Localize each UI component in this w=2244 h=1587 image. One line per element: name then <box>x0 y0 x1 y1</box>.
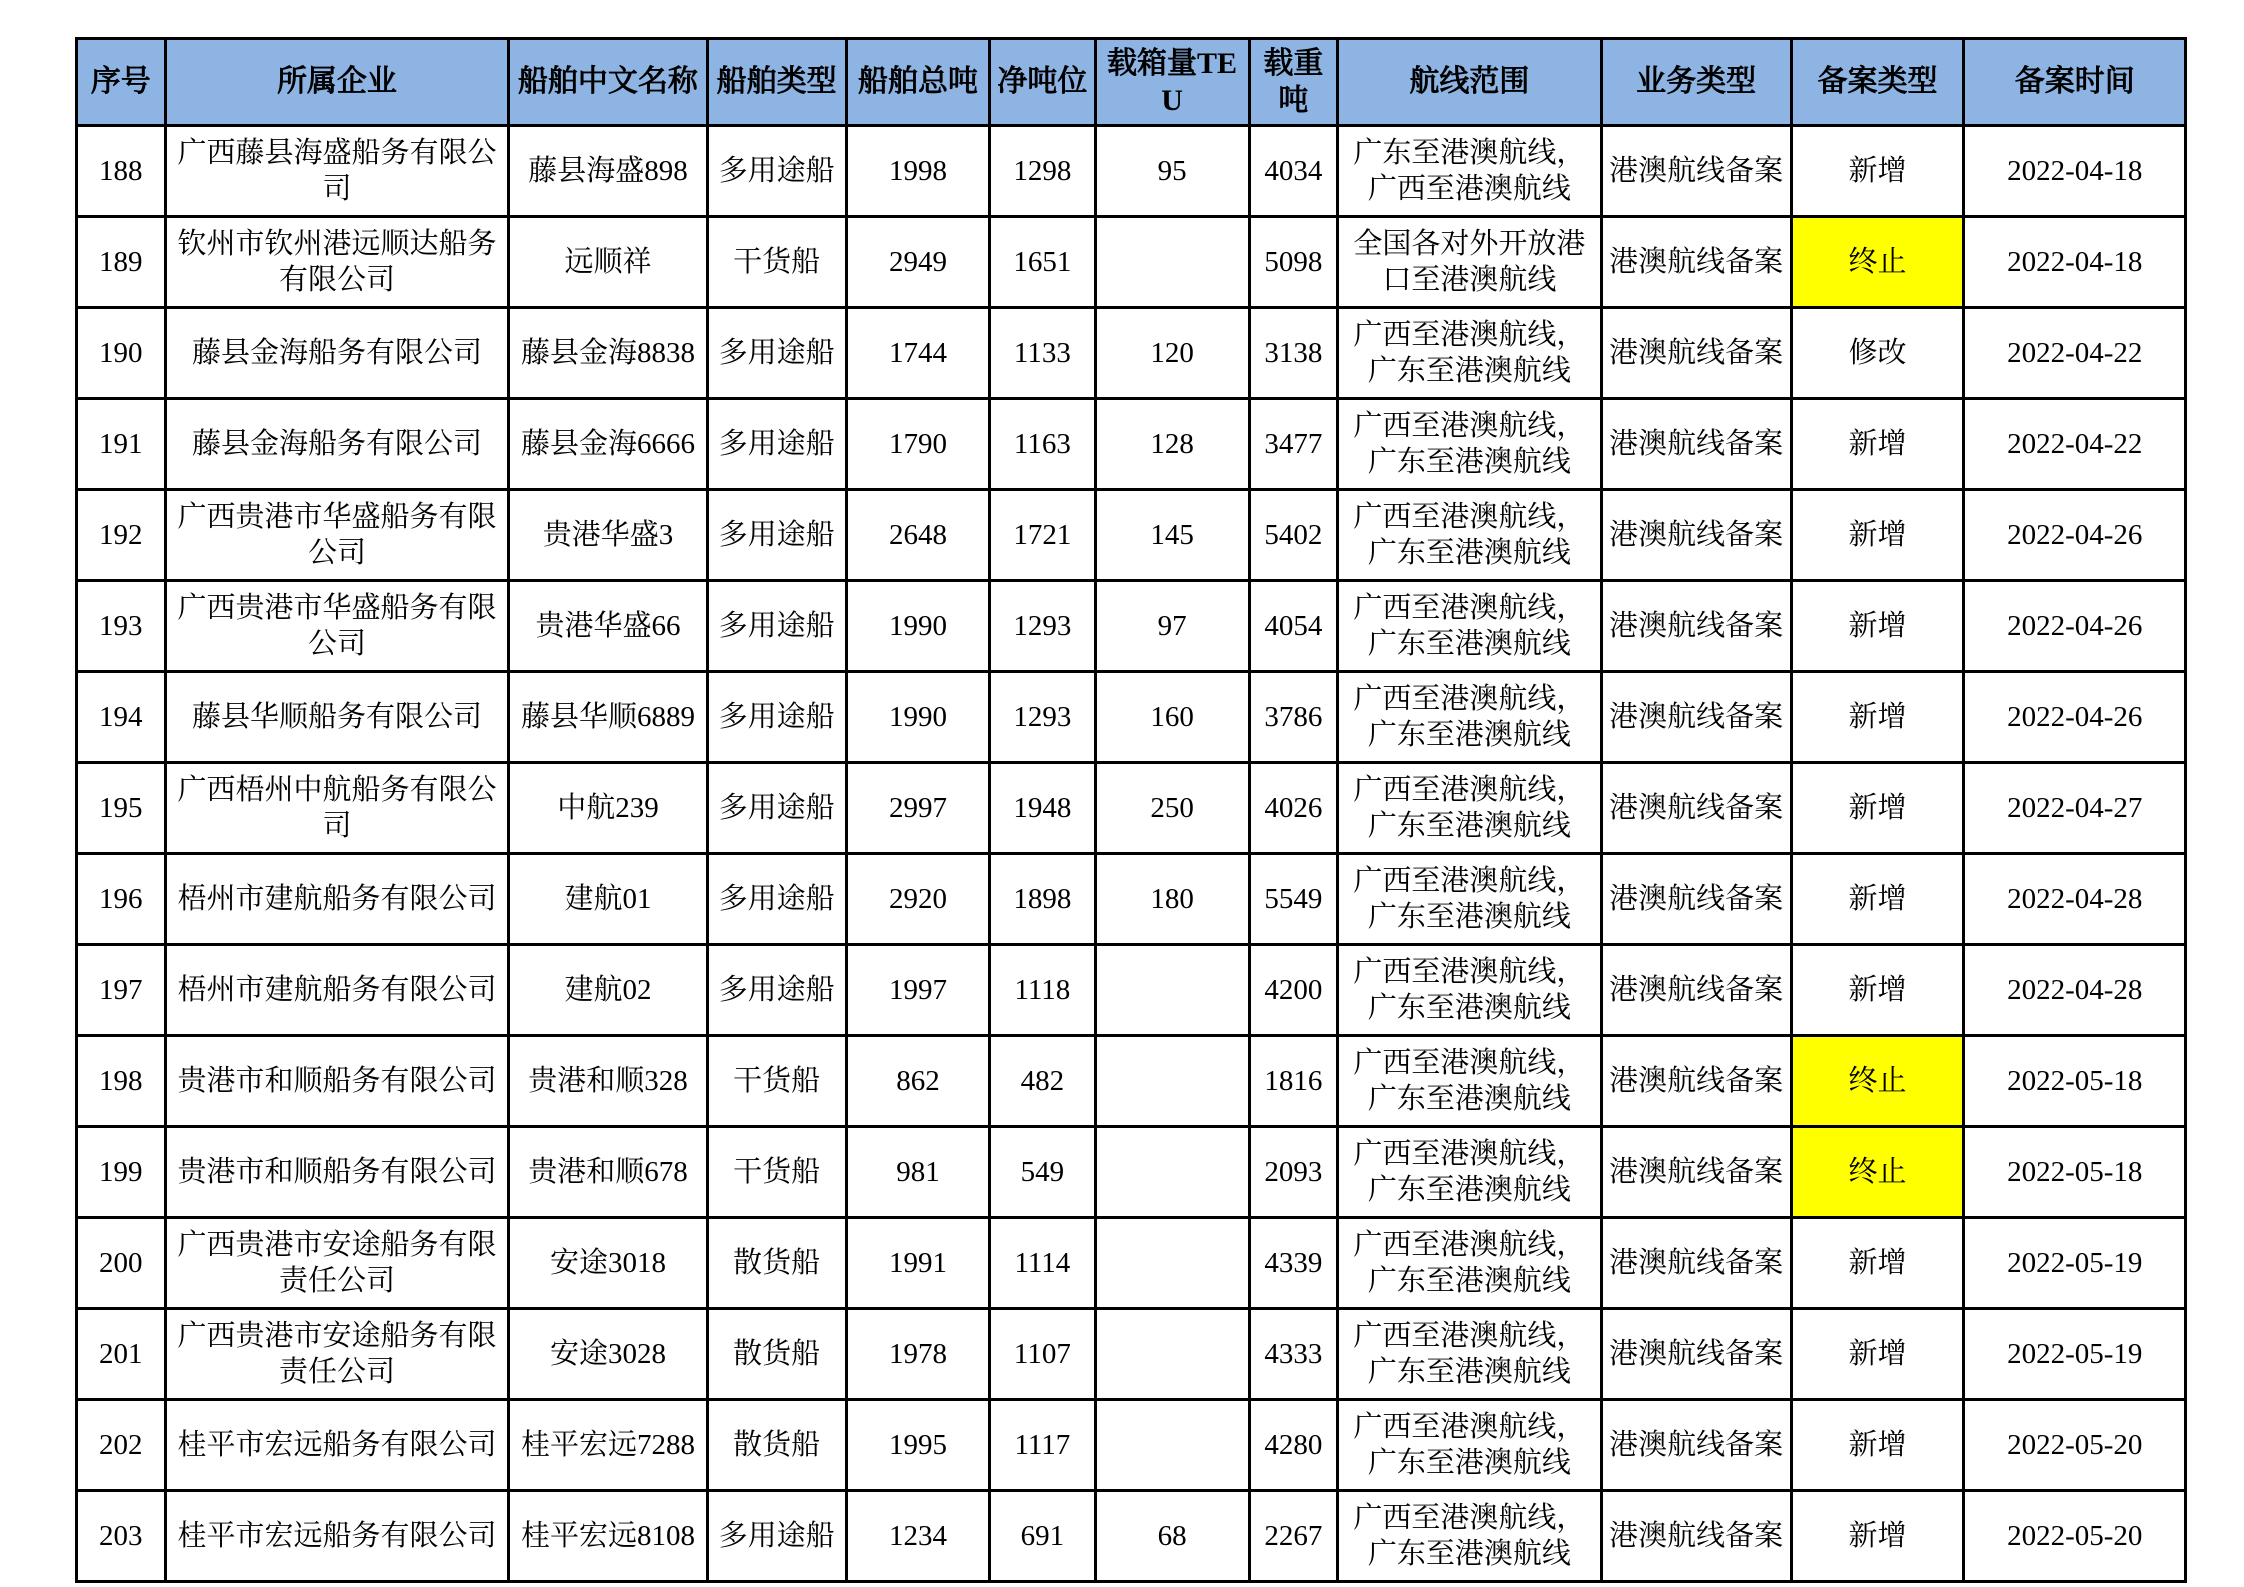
cell-filing_date: 2022-04-22 <box>1964 399 2186 490</box>
cell-business_type: 港澳航线备案 <box>1601 763 1791 854</box>
cell-ship_name: 建航01 <box>509 854 707 945</box>
cell-seq: 197 <box>77 945 166 1036</box>
cell-route: 广西至港澳航线，广东至港澳航线 <box>1338 854 1602 945</box>
cell-route: 广西至港澳航线，广东至港澳航线 <box>1338 1036 1602 1127</box>
cell-route: 广西至港澳航线，广东至港澳航线 <box>1338 308 1602 399</box>
cell-ship_name: 安途3028 <box>509 1309 707 1400</box>
cell-deadweight: 2267 <box>1249 1491 1338 1582</box>
cell-filing_type: 新增 <box>1791 763 1964 854</box>
cell-teu <box>1095 1127 1249 1218</box>
cell-company: 藤县华顺船务有限公司 <box>165 672 509 763</box>
cell-ship_type: 多用途船 <box>707 672 846 763</box>
cell-filing_type: 新增 <box>1791 854 1964 945</box>
cell-company: 广西梧州中航船务有限公司 <box>165 763 509 854</box>
cell-gross_tonnage: 1997 <box>846 945 989 1036</box>
cell-teu <box>1095 1309 1249 1400</box>
cell-filing_date: 2022-05-20 <box>1964 1400 2186 1491</box>
cell-filing_type: 新增 <box>1791 1309 1964 1400</box>
cell-filing_type: 新增 <box>1791 490 1964 581</box>
cell-ship_name: 贵港和顺678 <box>509 1127 707 1218</box>
cell-filing_type: 终止 <box>1791 1036 1964 1127</box>
cell-filing_type: 新增 <box>1791 1491 1964 1582</box>
cell-gross_tonnage: 981 <box>846 1127 989 1218</box>
cell-deadweight: 4280 <box>1249 1400 1338 1491</box>
table-row <box>77 490 2186 581</box>
cell-ship_name: 桂平宏远7288 <box>509 1400 707 1491</box>
cell-ship_type: 干货船 <box>707 217 846 308</box>
cell-gross_tonnage: 862 <box>846 1036 989 1127</box>
cell-filing_type: 修改 <box>1791 308 1964 399</box>
cell-deadweight: 4339 <box>1249 1218 1338 1309</box>
table-row <box>77 672 2186 763</box>
cell-ship_type: 干货船 <box>707 1036 846 1127</box>
cell-seq: 194 <box>77 672 166 763</box>
cell-teu: 95 <box>1095 126 1249 217</box>
cell-company: 贵港市和顺船务有限公司 <box>165 1127 509 1218</box>
cell-gross_tonnage: 1790 <box>846 399 989 490</box>
table-row <box>77 308 2186 399</box>
cell-company: 广西贵港市华盛船务有限公司 <box>165 581 509 672</box>
cell-company: 桂平市宏远船务有限公司 <box>165 1400 509 1491</box>
cell-business_type: 港澳航线备案 <box>1601 126 1791 217</box>
cell-net_tonnage: 1293 <box>990 672 1095 763</box>
cell-gross_tonnage: 2997 <box>846 763 989 854</box>
cell-ship_type: 多用途船 <box>707 490 846 581</box>
column-header-route: 航线范围 <box>1338 39 1602 126</box>
cell-gross_tonnage: 1978 <box>846 1309 989 1400</box>
table-row <box>77 945 2186 1036</box>
cell-gross_tonnage: 1744 <box>846 308 989 399</box>
cell-net_tonnage: 1293 <box>990 581 1095 672</box>
cell-business_type: 港澳航线备案 <box>1601 581 1791 672</box>
cell-business_type: 港澳航线备案 <box>1601 1309 1791 1400</box>
cell-filing_date: 2022-04-26 <box>1964 581 2186 672</box>
cell-ship_name: 贵港华盛66 <box>509 581 707 672</box>
cell-deadweight: 1816 <box>1249 1036 1338 1127</box>
cell-route: 广西至港澳航线，广东至港澳航线 <box>1338 672 1602 763</box>
cell-net_tonnage: 1651 <box>990 217 1095 308</box>
cell-company: 广西贵港市华盛船务有限公司 <box>165 490 509 581</box>
cell-filing_date: 2022-04-22 <box>1964 308 2186 399</box>
cell-filing_date: 2022-04-27 <box>1964 763 2186 854</box>
cell-gross_tonnage: 1995 <box>846 1400 989 1491</box>
table-row <box>77 126 2186 217</box>
table-row <box>77 581 2186 672</box>
cell-ship_type: 多用途船 <box>707 1491 846 1582</box>
cell-business_type: 港澳航线备案 <box>1601 399 1791 490</box>
cell-teu: 68 <box>1095 1491 1249 1582</box>
table-row <box>77 399 2186 490</box>
cell-filing_type: 新增 <box>1791 672 1964 763</box>
cell-gross_tonnage: 1990 <box>846 581 989 672</box>
cell-company: 钦州市钦州港远顺达船务有限公司 <box>165 217 509 308</box>
cell-ship_name: 贵港华盛3 <box>509 490 707 581</box>
cell-net_tonnage: 1721 <box>990 490 1095 581</box>
cell-gross_tonnage: 2920 <box>846 854 989 945</box>
cell-net_tonnage: 549 <box>990 1127 1095 1218</box>
cell-business_type: 港澳航线备案 <box>1601 1036 1791 1127</box>
cell-company: 藤县金海船务有限公司 <box>165 308 509 399</box>
cell-business_type: 港澳航线备案 <box>1601 1491 1791 1582</box>
cell-business_type: 港澳航线备案 <box>1601 672 1791 763</box>
cell-ship_name: 远顺祥 <box>509 217 707 308</box>
cell-business_type: 港澳航线备案 <box>1601 945 1791 1036</box>
cell-filing_date: 2022-05-19 <box>1964 1218 2186 1309</box>
cell-deadweight: 3477 <box>1249 399 1338 490</box>
table-header-row <box>77 39 2186 126</box>
cell-route: 广西至港澳航线，广东至港澳航线 <box>1338 581 1602 672</box>
table-row <box>77 1218 2186 1309</box>
column-header-company: 所属企业 <box>165 39 509 126</box>
cell-route: 广西至港澳航线，广东至港澳航线 <box>1338 399 1602 490</box>
cell-business_type: 港澳航线备案 <box>1601 490 1791 581</box>
cell-business_type: 港澳航线备案 <box>1601 1127 1791 1218</box>
cell-seq: 199 <box>77 1127 166 1218</box>
cell-deadweight: 3138 <box>1249 308 1338 399</box>
cell-business_type: 港澳航线备案 <box>1601 1400 1791 1491</box>
cell-gross_tonnage: 1234 <box>846 1491 989 1582</box>
cell-net_tonnage: 1117 <box>990 1400 1095 1491</box>
cell-deadweight: 5098 <box>1249 217 1338 308</box>
cell-ship_name: 中航239 <box>509 763 707 854</box>
cell-business_type: 港澳航线备案 <box>1601 308 1791 399</box>
cell-gross_tonnage: 1998 <box>846 126 989 217</box>
cell-seq: 191 <box>77 399 166 490</box>
cell-net_tonnage: 1114 <box>990 1218 1095 1309</box>
cell-teu <box>1095 1036 1249 1127</box>
cell-teu: 180 <box>1095 854 1249 945</box>
cell-ship_type: 散货船 <box>707 1309 846 1400</box>
cell-business_type: 港澳航线备案 <box>1601 1218 1791 1309</box>
cell-filing_date: 2022-04-28 <box>1964 945 2186 1036</box>
cell-filing_date: 2022-04-26 <box>1964 672 2186 763</box>
column-header-filing_date: 备案时间 <box>1964 39 2186 126</box>
cell-route: 广西至港澳航线，广东至港澳航线 <box>1338 1127 1602 1218</box>
cell-company: 广西贵港市安途船务有限责任公司 <box>165 1309 509 1400</box>
cell-route: 广西至港澳航线，广东至港澳航线 <box>1338 945 1602 1036</box>
cell-ship_name: 藤县华顺6889 <box>509 672 707 763</box>
column-header-filing_type: 备案类型 <box>1791 39 1964 126</box>
cell-gross_tonnage: 1990 <box>846 672 989 763</box>
cell-filing_type: 终止 <box>1791 217 1964 308</box>
column-header-net_tonnage: 净吨位 <box>990 39 1095 126</box>
cell-company: 广西贵港市安途船务有限责任公司 <box>165 1218 509 1309</box>
cell-route: 广西至港澳航线，广东至港澳航线 <box>1338 763 1602 854</box>
cell-seq: 188 <box>77 126 166 217</box>
cell-ship_name: 建航02 <box>509 945 707 1036</box>
cell-filing_date: 2022-05-18 <box>1964 1127 2186 1218</box>
cell-seq: 192 <box>77 490 166 581</box>
cell-deadweight: 4054 <box>1249 581 1338 672</box>
cell-seq: 198 <box>77 1036 166 1127</box>
cell-deadweight: 4333 <box>1249 1309 1338 1400</box>
column-header-gross_tonnage: 船舶总吨 <box>846 39 989 126</box>
cell-filing_date: 2022-05-20 <box>1964 1491 2186 1582</box>
column-header-seq: 序号 <box>77 39 166 126</box>
cell-route: 广西至港澳航线，广东至港澳航线 <box>1338 1218 1602 1309</box>
table-row <box>77 1127 2186 1218</box>
cell-company: 藤县金海船务有限公司 <box>165 399 509 490</box>
cell-company: 广西藤县海盛船务有限公司 <box>165 126 509 217</box>
cell-filing_type: 新增 <box>1791 1218 1964 1309</box>
cell-filing_type: 新增 <box>1791 945 1964 1036</box>
cell-seq: 190 <box>77 308 166 399</box>
cell-ship_type: 多用途船 <box>707 945 846 1036</box>
cell-route: 广西至港澳航线，广东至港澳航线 <box>1338 1309 1602 1400</box>
cell-seq: 189 <box>77 217 166 308</box>
column-header-ship_type: 船舶类型 <box>707 39 846 126</box>
cell-ship_type: 多用途船 <box>707 126 846 217</box>
cell-deadweight: 2093 <box>1249 1127 1338 1218</box>
cell-filing_date: 2022-04-26 <box>1964 490 2186 581</box>
cell-deadweight: 3786 <box>1249 672 1338 763</box>
cell-deadweight: 5549 <box>1249 854 1338 945</box>
cell-business_type: 港澳航线备案 <box>1601 854 1791 945</box>
cell-filing_type: 新增 <box>1791 1400 1964 1491</box>
cell-ship_name: 桂平宏远8108 <box>509 1491 707 1582</box>
cell-ship_type: 散货船 <box>707 1400 846 1491</box>
cell-filing_type: 新增 <box>1791 581 1964 672</box>
cell-gross_tonnage: 2949 <box>846 217 989 308</box>
ship-filing-table <box>75 37 2187 1583</box>
cell-teu <box>1095 945 1249 1036</box>
cell-gross_tonnage: 2648 <box>846 490 989 581</box>
cell-net_tonnage: 1948 <box>990 763 1095 854</box>
cell-business_type: 港澳航线备案 <box>1601 217 1791 308</box>
cell-filing_type: 新增 <box>1791 399 1964 490</box>
cell-company: 贵港市和顺船务有限公司 <box>165 1036 509 1127</box>
cell-gross_tonnage: 1991 <box>846 1218 989 1309</box>
cell-seq: 193 <box>77 581 166 672</box>
cell-route: 广东至港澳航线，广西至港澳航线 <box>1338 126 1602 217</box>
cell-ship_name: 贵港和顺328 <box>509 1036 707 1127</box>
column-header-deadweight: 载重吨 <box>1249 39 1338 126</box>
cell-net_tonnage: 691 <box>990 1491 1095 1582</box>
column-header-ship_name: 船舶中文名称 <box>509 39 707 126</box>
cell-ship_type: 干货船 <box>707 1127 846 1218</box>
cell-route: 广西至港澳航线，广东至港澳航线 <box>1338 1491 1602 1582</box>
cell-ship_type: 散货船 <box>707 1218 846 1309</box>
cell-deadweight: 4034 <box>1249 126 1338 217</box>
cell-teu <box>1095 217 1249 308</box>
cell-net_tonnage: 1163 <box>990 399 1095 490</box>
table-row <box>77 763 2186 854</box>
cell-filing_date: 2022-04-18 <box>1964 217 2186 308</box>
cell-teu: 145 <box>1095 490 1249 581</box>
cell-teu: 97 <box>1095 581 1249 672</box>
cell-seq: 200 <box>77 1218 166 1309</box>
cell-filing_date: 2022-05-18 <box>1964 1036 2186 1127</box>
table-row <box>77 1309 2186 1400</box>
cell-teu: 120 <box>1095 308 1249 399</box>
column-header-teu: 载箱量TEU <box>1095 39 1249 126</box>
cell-filing_date: 2022-04-28 <box>1964 854 2186 945</box>
cell-ship_type: 多用途船 <box>707 308 846 399</box>
cell-route: 全国各对外开放港口至港澳航线 <box>1338 217 1602 308</box>
cell-company: 桂平市宏远船务有限公司 <box>165 1491 509 1582</box>
cell-seq: 196 <box>77 854 166 945</box>
cell-ship_type: 多用途船 <box>707 581 846 672</box>
cell-ship_name: 藤县金海8838 <box>509 308 707 399</box>
cell-ship_type: 多用途船 <box>707 854 846 945</box>
cell-net_tonnage: 1107 <box>990 1309 1095 1400</box>
table-row <box>77 1036 2186 1127</box>
cell-net_tonnage: 482 <box>990 1036 1095 1127</box>
cell-net_tonnage: 1133 <box>990 308 1095 399</box>
cell-route: 广西至港澳航线，广东至港澳航线 <box>1338 1400 1602 1491</box>
column-header-business_type: 业务类型 <box>1601 39 1791 126</box>
cell-ship_type: 多用途船 <box>707 399 846 490</box>
cell-deadweight: 4200 <box>1249 945 1338 1036</box>
table-row <box>77 1400 2186 1491</box>
cell-ship_name: 藤县海盛898 <box>509 126 707 217</box>
cell-filing_date: 2022-04-18 <box>1964 126 2186 217</box>
cell-filing_date: 2022-05-19 <box>1964 1309 2186 1400</box>
cell-teu: 160 <box>1095 672 1249 763</box>
cell-teu: 128 <box>1095 399 1249 490</box>
cell-teu: 250 <box>1095 763 1249 854</box>
table-row <box>77 854 2186 945</box>
cell-ship_name: 藤县金海6666 <box>509 399 707 490</box>
cell-seq: 202 <box>77 1400 166 1491</box>
cell-company: 梧州市建航船务有限公司 <box>165 854 509 945</box>
cell-filing_type: 终止 <box>1791 1127 1964 1218</box>
cell-net_tonnage: 1298 <box>990 126 1095 217</box>
cell-teu <box>1095 1400 1249 1491</box>
cell-deadweight: 5402 <box>1249 490 1338 581</box>
cell-net_tonnage: 1898 <box>990 854 1095 945</box>
cell-net_tonnage: 1118 <box>990 945 1095 1036</box>
cell-teu <box>1095 1218 1249 1309</box>
cell-ship_name: 安途3018 <box>509 1218 707 1309</box>
table-body <box>77 126 2186 1582</box>
cell-seq: 203 <box>77 1491 166 1582</box>
cell-company: 梧州市建航船务有限公司 <box>165 945 509 1036</box>
cell-deadweight: 4026 <box>1249 763 1338 854</box>
cell-ship_type: 多用途船 <box>707 763 846 854</box>
cell-filing_type: 新增 <box>1791 126 1964 217</box>
cell-seq: 195 <box>77 763 166 854</box>
table-row <box>77 217 2186 308</box>
table-row <box>77 1491 2186 1582</box>
cell-route: 广西至港澳航线，广东至港澳航线 <box>1338 490 1602 581</box>
cell-seq: 201 <box>77 1309 166 1400</box>
